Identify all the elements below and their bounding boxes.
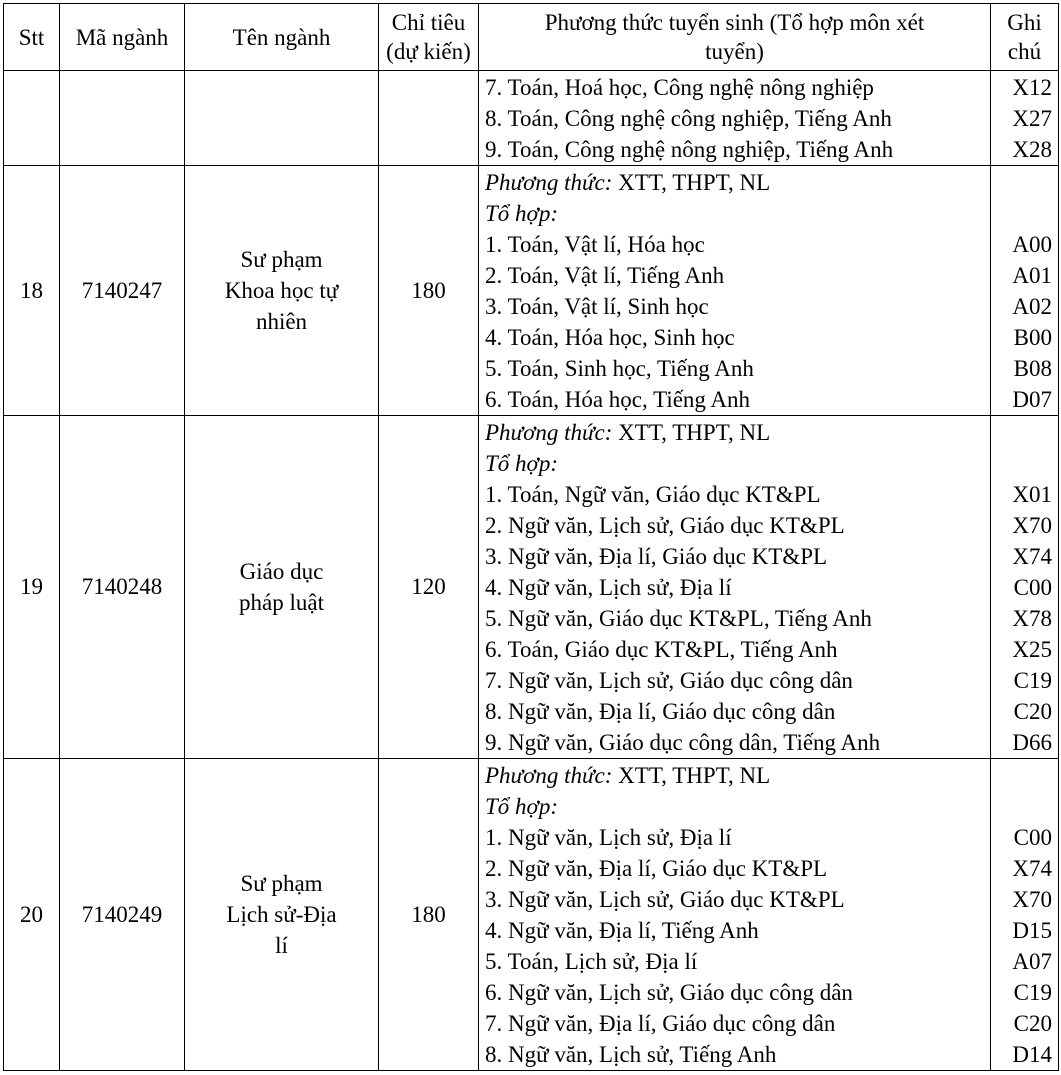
combo-line: 2. Toán, Vật lí, Tiếng Anh [485,263,725,288]
combo-line: 5. Ngữ văn, Giáo dục KT&PL, Tiếng Anh [485,606,872,631]
combo-line: 3. Ngữ văn, Lịch sử, Giáo dục KT&PL [485,887,845,912]
method-label: Phương thức: [485,170,613,195]
combo-code: B00 [1013,325,1052,350]
combo-code: X78 [1012,606,1052,631]
combo-line: 6. Toán, Hóa học, Tiếng Anh [485,387,751,412]
method-value: XTT, THPT, NL [612,763,771,788]
combo-line: 7. Ngữ văn, Lịch sử, Giáo dục công dân [485,668,853,693]
methods-cell [479,416,991,759]
name-line: nhiên [255,309,308,334]
method-label: Phương thức: [485,420,613,445]
combo-line: 8. Toán, Công nghệ công nghiệp, Tiếng Anh [485,106,892,131]
method-value: XTT, THPT, NL [612,170,771,195]
combo-code: X70 [1012,513,1052,538]
admissions-table [3,3,1059,1071]
combo-line: 9. Ngữ văn, Giáo dục công dân, Tiếng Anh [485,730,881,755]
name-cell [185,416,379,759]
combo-code: X25 [1012,637,1052,662]
name-cell [185,166,379,416]
table-row [4,71,1059,166]
combo-code: D07 [1012,387,1052,412]
header-quota-line: Chỉ tiêu [391,10,466,35]
stt-cell: 20 [4,759,60,1071]
combo-line: 1. Ngữ văn, Lịch sử, Địa lí [485,825,732,850]
combo-code: X28 [1012,137,1052,162]
header-note-line: Ghi [1007,10,1042,35]
combo-code: X74 [1012,544,1052,569]
combo-label: Tổ hợp: [485,201,558,226]
stt-cell: 19 [4,416,60,759]
header-quota [379,4,479,71]
combo-line: 4. Toán, Hóa học, Sinh học [485,325,735,350]
combo-code: D14 [1012,1042,1052,1067]
combo-line: 2. Ngữ văn, Địa lí, Giáo dục KT&PL [485,856,828,881]
code-cell [60,71,185,166]
header-name: Tên ngành [185,4,379,71]
combo-line: 7. Ngữ văn, Địa lí, Giáo dục công dân [485,1011,836,1036]
stt-cell: 18 [4,166,60,416]
combo-code: A01 [1012,263,1052,288]
quota-cell: 180 [379,166,479,416]
header-quota-line: (dự kiến) [386,39,471,64]
combo-line: 3. Ngữ văn, Địa lí, Giáo dục KT&PL [485,544,828,569]
combo-code: C19 [1013,980,1052,1005]
quota-cell: 120 [379,416,479,759]
combo-code: C00 [1013,575,1052,600]
codes-cell [991,416,1059,759]
quota-cell [379,71,479,166]
combo-code: C20 [1013,1011,1052,1036]
combo-code: A07 [1012,949,1052,974]
header-stt: Stt [4,4,60,71]
combo-line: 7. Toán, Hoá học, Công nghệ nông nghiệp [485,75,874,100]
method-value: XTT, THPT, NL [612,420,771,445]
header-row [4,4,1059,71]
methods-cell [479,759,991,1071]
combo-code: X70 [1012,887,1052,912]
methods-cell [479,71,991,166]
quota-cell: 180 [379,759,479,1071]
header-method-line: tuyển) [705,39,764,64]
name-line: Khoa học tự [224,278,339,303]
combo-code: X01 [1012,482,1052,507]
combo-label: Tổ hợp: [485,451,558,476]
name-line: Sư phạm [240,871,323,896]
header-note [991,4,1059,71]
combo-code: C00 [1013,825,1052,850]
code-cell: 7140247 [60,166,185,416]
method-line [485,417,990,448]
combo-label: Tổ hợp: [485,794,558,819]
codes-cell [991,166,1059,416]
combo-code: A02 [1012,294,1052,319]
header-code: Mã ngành [60,4,185,71]
combo-line: 6. Toán, Giáo dục KT&PL, Tiếng Anh [485,637,838,662]
combo-line: 1. Toán, Ngữ văn, Giáo dục KT&PL [485,482,821,507]
method-line [485,167,990,198]
combo-line: 6. Ngữ văn, Lịch sử, Giáo dục công dân [485,980,853,1005]
name-cell [185,759,379,1071]
table-row [4,416,1059,759]
code-cell: 7140248 [60,416,185,759]
combo-code: X27 [1012,106,1052,131]
header-note-line: chú [1007,39,1042,64]
name-cell [185,71,379,166]
methods-cell [479,166,991,416]
name-line: Giáo dục [239,559,324,584]
combo-line: 3. Toán, Vật lí, Sinh học [485,294,709,319]
combo-code: D15 [1012,918,1052,943]
name-line: Lịch sử-Địa [226,902,337,927]
combo-line: 8. Ngữ văn, Lịch sử, Tiếng Anh [485,1042,777,1067]
name-line: Sư phạm [240,247,323,272]
combo-code: C19 [1013,668,1052,693]
stt-cell [4,71,60,166]
combo-line: 5. Toán, Sinh học, Tiếng Anh [485,356,754,381]
combo-code: X12 [1012,75,1052,100]
combo-line: 5. Toán, Lịch sử, Địa lí [485,949,698,974]
name-line: pháp luật [239,590,324,615]
table-row [4,759,1059,1071]
codes-cell [991,71,1059,166]
codes-cell [991,759,1059,1071]
table-row [4,166,1059,416]
combo-line: 8. Ngữ văn, Địa lí, Giáo dục công dân [485,699,836,724]
header-method [479,4,991,71]
combo-code: B08 [1013,356,1052,381]
combo-line: 9. Toán, Công nghệ nông nghiệp, Tiếng Anh [485,137,894,162]
combo-line: 1. Toán, Vật lí, Hóa học [485,232,705,257]
combo-line: 4. Ngữ văn, Lịch sử, Địa lí [485,575,732,600]
combo-code: A00 [1012,232,1052,257]
combo-code: X74 [1012,856,1052,881]
name-line: lí [275,933,288,958]
method-line [485,760,990,791]
header-method-line: Phương thức tuyển sinh (Tổ hợp môn xét [544,10,925,35]
method-label: Phương thức: [485,763,613,788]
combo-code: C20 [1013,699,1052,724]
combo-code: D66 [1012,730,1052,755]
combo-line: 2. Ngữ văn, Lịch sử, Giáo dục KT&PL [485,513,845,538]
combo-line: 4. Ngữ văn, Địa lí, Tiếng Anh [485,918,759,943]
code-cell: 7140249 [60,759,185,1071]
